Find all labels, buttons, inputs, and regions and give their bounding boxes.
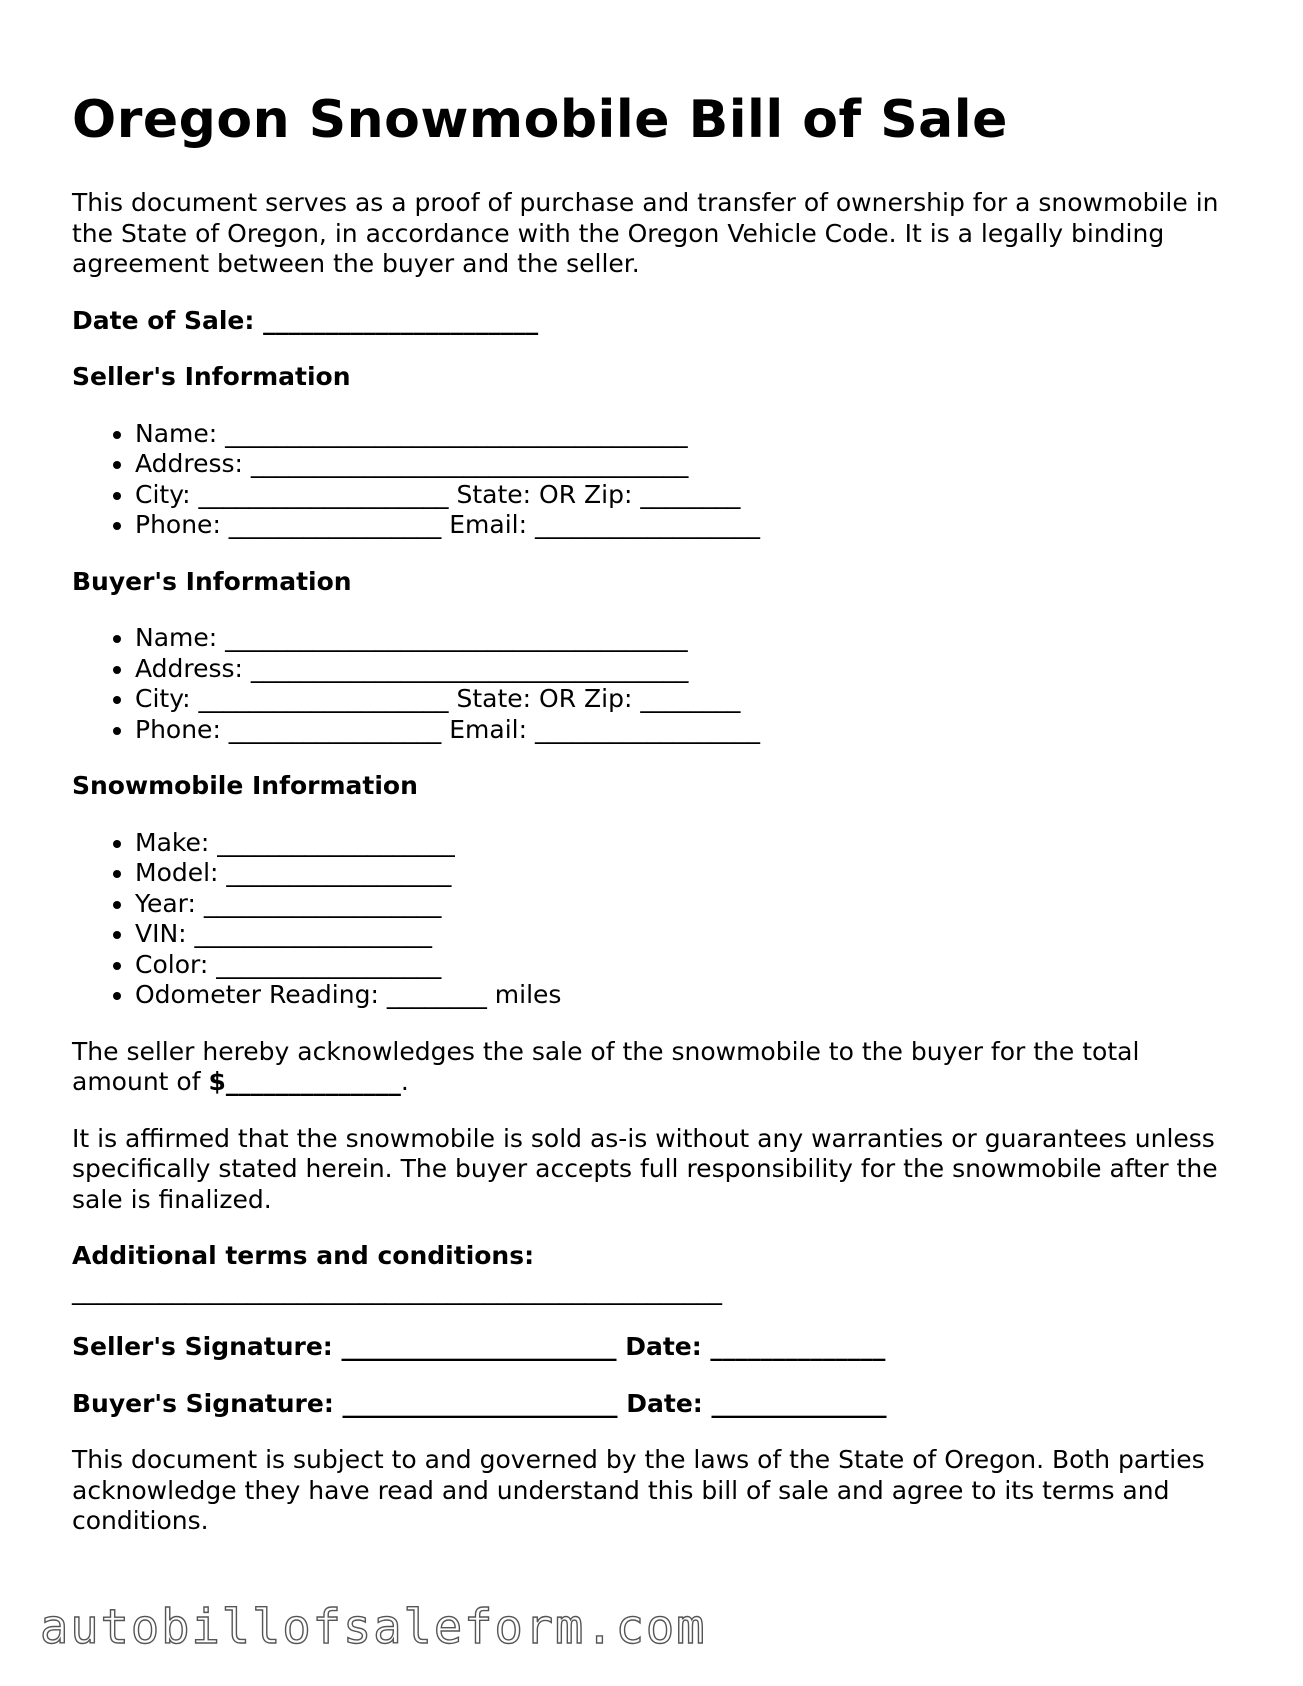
sale-amount-text: The seller hereby acknowledges the sale of the snowmobile to the buyer for the total amount of	[72, 1036, 1140, 1096]
snowmobile-model-item: • Model: __________________	[135, 858, 1232, 889]
seller-heading: Seller's Information	[72, 362, 351, 391]
buyer-phone-item: • Phone: _________________ Email: __________________	[135, 715, 1232, 746]
seller-signature-line: Seller's Signature: ______________________ Date: ______________	[72, 1332, 886, 1361]
snowmobile-make-item: • Make: ___________________	[135, 828, 1232, 859]
seller-phone-item: • Phone: _________________ Email: __________________	[135, 510, 1232, 541]
watermark-text: autobillofsaleform.com	[40, 1600, 707, 1655]
closing-paragraph: This document is subject to and governed by the laws of the State of Oregon. Both parties acknowledge they have read and understand this bill of sale and agree to its terms and conditions.	[72, 1445, 1205, 1535]
snowmobile-heading: Snowmobile Information	[72, 771, 418, 800]
page-title: Oregon Snowmobile Bill of Sale	[72, 90, 1008, 150]
snowmobile-info-list	[72, 828, 1232, 1011]
snowmobile-year-item: • Year: ___________________	[135, 889, 1232, 920]
buyer-address-item: • Address: ___________________________________	[135, 654, 1232, 685]
date-of-sale-line	[72, 306, 1232, 337]
additional-terms-blank: ____________________________________________________	[72, 1275, 722, 1305]
sale-amount-end: .	[400, 1067, 409, 1096]
buyer-signature-line: Buyer's Signature: ______________________ Date: ______________	[72, 1388, 887, 1418]
seller-name-item: • Name: _____________________________________	[135, 419, 1232, 450]
buyer-name-item: • Name: _____________________________________	[135, 623, 1232, 654]
buyer-heading: Buyer's Information	[72, 566, 352, 596]
buyer-city-item: • City: ____________________ State: OR Zip: ________	[135, 684, 1232, 715]
snowmobile-odometer-item: • Odometer Reading: ________ miles	[135, 980, 1232, 1011]
seller-info-list	[72, 419, 1232, 541]
as-is-paragraph: It is affirmed that the snowmobile is sold as-is without any warranties or guarantees unless specifically stated herein. The buyer accepts full responsibility for the snowmobile after the sale is finalized.	[72, 1123, 1218, 1214]
snowmobile-color-item: • Color: __________________	[135, 950, 1232, 981]
seller-city-item: • City: ____________________ State: OR Zip: ________	[135, 480, 1232, 511]
intro-paragraph: This document serves as a proof of purchase and transfer of ownership for a snowmobile in the State of Oregon, in accordance with the Oregon Vehicle Code. It is a legally binding agreement between the buyer and the seller.	[72, 188, 1219, 278]
buyer-info-list	[72, 623, 1232, 745]
sale-amount-paragraph	[72, 1037, 1232, 1098]
document-page	[72, 88, 1232, 1563]
date-of-sale-label: Date of Sale:	[72, 305, 255, 335]
sale-amount-blank: $______________	[208, 1067, 401, 1096]
date-of-sale-blank: ______________________	[263, 305, 539, 335]
seller-address-item: • Address: ___________________________________	[135, 449, 1232, 480]
snowmobile-vin-item: • VIN: ___________________	[135, 919, 1232, 950]
additional-terms-heading: Additional terms and conditions:	[72, 1241, 535, 1270]
